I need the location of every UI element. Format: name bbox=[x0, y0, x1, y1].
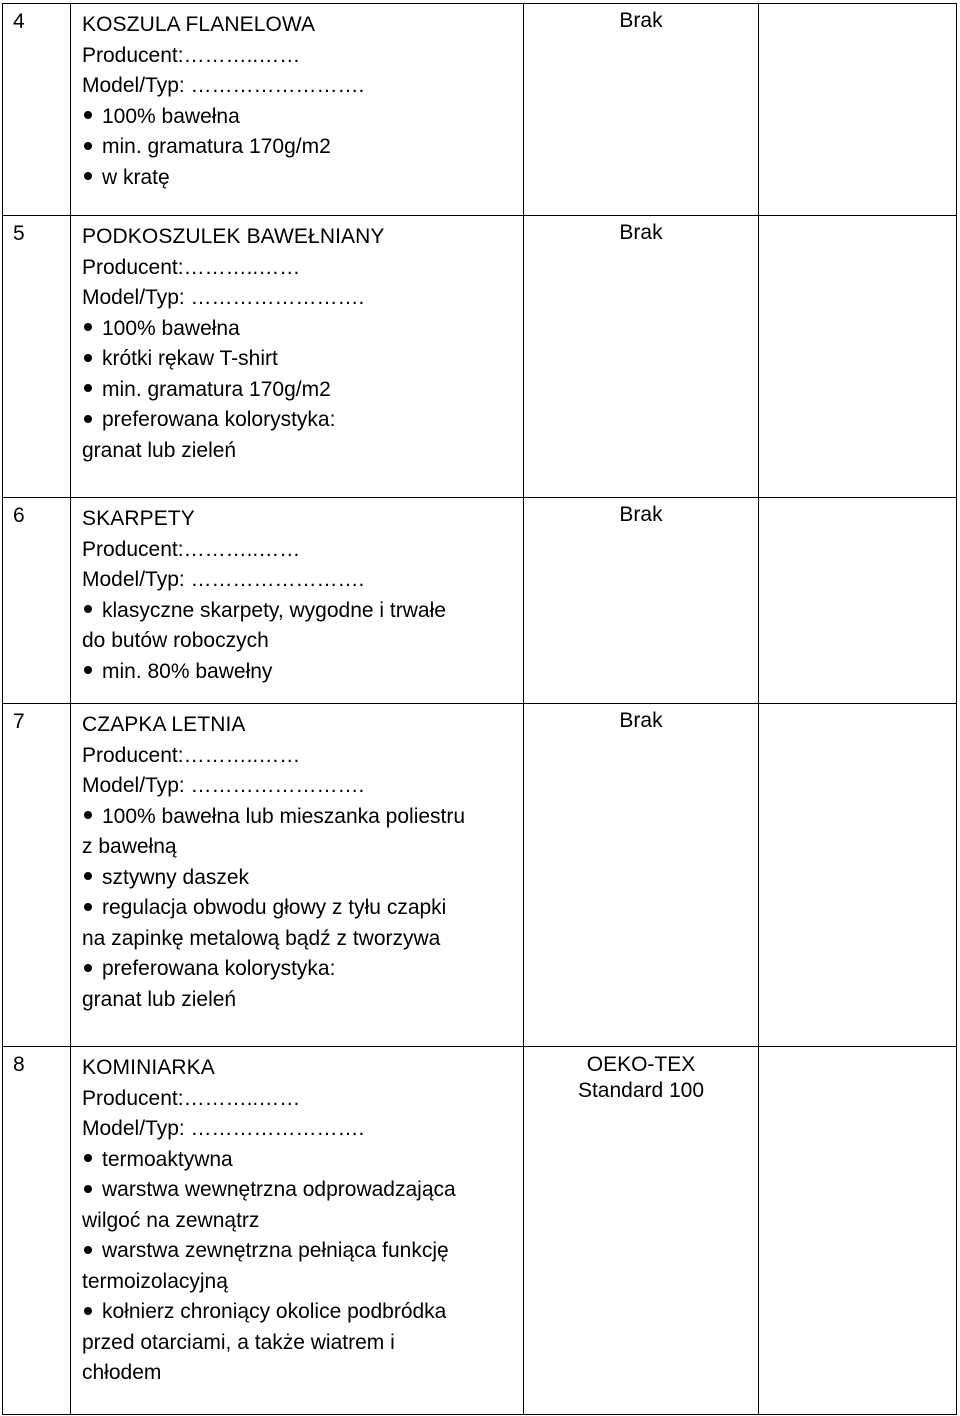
table-row bbox=[3, 216, 957, 498]
bullet-icon bbox=[84, 964, 92, 972]
spec-bullet bbox=[82, 863, 523, 894]
spec-bullet-text: 100% bawełna bbox=[102, 104, 240, 128]
spec-bullet bbox=[82, 802, 523, 833]
empty-input-cell[interactable] bbox=[759, 4, 957, 216]
spec-bullet bbox=[82, 132, 523, 163]
bullet-icon bbox=[84, 811, 92, 819]
bullet-icon bbox=[84, 354, 92, 362]
spec-bullet-text: kołnierz chroniący okolice podbródka bbox=[102, 1300, 447, 1323]
spec-bullet bbox=[82, 163, 523, 194]
model-type-field: Model/Typ: ……………………. bbox=[82, 568, 365, 591]
spec-bullet-continuation: granat lub zieleń bbox=[82, 438, 237, 462]
bullet-icon bbox=[84, 384, 92, 392]
spec-bullet bbox=[82, 375, 523, 406]
table-row bbox=[3, 1047, 957, 1415]
bullet-icon bbox=[84, 666, 92, 674]
producent-field: Producent:………..…… bbox=[82, 537, 301, 561]
item-number-cell bbox=[3, 216, 71, 498]
bullet-icon bbox=[84, 111, 92, 119]
spec-bullet-text: min. gramatura 170g/m2 bbox=[102, 377, 331, 401]
certificate-value: Brak bbox=[619, 503, 663, 526]
spec-bullet-text: regulacja obwodu głowy z tyłu czapki bbox=[102, 896, 447, 919]
spec-bullet-continuation: termoizolacyjną bbox=[82, 1269, 228, 1293]
bullet-icon bbox=[84, 872, 92, 880]
table-row bbox=[3, 704, 957, 1047]
item-description-cell bbox=[71, 216, 524, 498]
spec-bullet-text: preferowana kolorystyka: bbox=[102, 957, 336, 980]
producent-field: Producent:………..…… bbox=[82, 743, 301, 767]
empty-input-cell[interactable] bbox=[759, 1047, 957, 1415]
bullet-icon bbox=[84, 605, 92, 613]
certificate-cell bbox=[524, 1047, 759, 1415]
certificate-cell bbox=[524, 704, 759, 1047]
certificate-value: OEKO-TEX Standard 100 bbox=[577, 1053, 705, 1102]
item-number: 8 bbox=[13, 1053, 25, 1076]
spec-bullet bbox=[82, 1236, 523, 1267]
bullet-icon bbox=[84, 323, 92, 331]
certificate-cell bbox=[524, 4, 759, 216]
bullet-icon bbox=[84, 1185, 92, 1193]
spec-bullet bbox=[82, 344, 523, 375]
spec-bullet bbox=[82, 657, 523, 688]
item-number-cell bbox=[3, 704, 71, 1047]
certificate-value: Brak bbox=[619, 221, 663, 244]
producent-field: Producent:………..…… bbox=[82, 43, 301, 67]
spec-bullet-continuation: wilgoć na zewnątrz bbox=[82, 1208, 260, 1232]
spec-bullet-continuation: do butów roboczych bbox=[82, 629, 269, 652]
bullet-icon bbox=[84, 903, 92, 911]
bullet-icon bbox=[84, 1246, 92, 1254]
spec-bullet-text: 100% bawełna bbox=[102, 316, 240, 340]
spec-bullet-text: termoaktywna bbox=[102, 1147, 233, 1171]
model-type-field: Model/Typ: ……………………. bbox=[82, 74, 365, 97]
item-number: 7 bbox=[13, 710, 25, 733]
empty-input-cell[interactable] bbox=[759, 216, 957, 498]
spec-bullet-text: min. gramatura 170g/m2 bbox=[102, 135, 331, 158]
bullet-icon bbox=[84, 1154, 92, 1162]
spec-bullet-continuation: przed otarciami, a także wiatrem i chłodem bbox=[82, 1330, 395, 1384]
spec-bullet bbox=[82, 102, 523, 133]
model-type-field: Model/Typ: ……………………. bbox=[82, 286, 365, 309]
spec-bullet-text: min. 80% bawełny bbox=[102, 659, 273, 683]
item-title: KOMINIARKA bbox=[82, 1056, 215, 1079]
spec-bullet-text: w kratę bbox=[102, 165, 170, 189]
bullet-icon bbox=[84, 142, 92, 150]
item-number: 5 bbox=[13, 222, 25, 245]
specification-table bbox=[2, 3, 957, 1415]
item-title: SKARPETY bbox=[82, 507, 195, 530]
bullet-icon bbox=[84, 172, 92, 180]
spec-bullet bbox=[82, 1175, 523, 1206]
spec-bullet-text: 100% bawełna lub mieszanka poliestru bbox=[102, 804, 466, 828]
spec-bullet bbox=[82, 1297, 523, 1328]
item-title: PODKOSZULEK BAWEŁNIANY bbox=[82, 225, 385, 248]
spec-bullet bbox=[82, 314, 523, 345]
spec-bullet-text: krótki rękaw T-shirt bbox=[102, 347, 278, 370]
spec-bullet-text: klasyczne skarpety, wygodne i trwałe bbox=[102, 598, 446, 622]
item-description-cell bbox=[71, 1047, 524, 1415]
certificate-cell bbox=[524, 498, 759, 704]
item-number-cell bbox=[3, 498, 71, 704]
item-description-cell bbox=[71, 4, 524, 216]
spec-bullet bbox=[82, 405, 523, 436]
model-type-field: Model/Typ: ……………………. bbox=[82, 1117, 365, 1140]
producent-field: Producent:………..…… bbox=[82, 1086, 301, 1110]
empty-input-cell[interactable] bbox=[759, 498, 957, 704]
item-number: 6 bbox=[13, 504, 25, 527]
bullet-icon bbox=[84, 1307, 92, 1315]
spec-bullet-text: warstwa zewnętrzna pełniąca funkcję bbox=[102, 1239, 449, 1262]
item-description-cell bbox=[71, 498, 524, 704]
table-row bbox=[3, 498, 957, 704]
table-row bbox=[3, 4, 957, 216]
certificate-value: Brak bbox=[619, 9, 663, 32]
spec-bullet-continuation: na zapinkę metalową bądź z tworzywa bbox=[82, 926, 441, 950]
certificate-cell bbox=[524, 216, 759, 498]
item-description-cell bbox=[71, 704, 524, 1047]
spec-bullet bbox=[82, 1145, 523, 1176]
model-type-field: Model/Typ: ……………………. bbox=[82, 774, 365, 797]
spec-bullet-continuation: z bawełną bbox=[82, 835, 177, 858]
spec-bullet bbox=[82, 893, 523, 924]
spec-bullet bbox=[82, 596, 523, 627]
spec-bullet-continuation: granat lub zieleń bbox=[82, 987, 237, 1011]
item-title: KOSZULA FLANELOWA bbox=[82, 13, 316, 36]
item-number-cell bbox=[3, 1047, 71, 1415]
item-title: CZAPKA LETNIA bbox=[82, 713, 246, 736]
spec-bullet-text: warstwa wewnętrzna odprowadzająca bbox=[102, 1178, 456, 1201]
spec-bullet-text: sztywny daszek bbox=[102, 865, 250, 889]
bullet-icon bbox=[84, 415, 92, 423]
spec-bullet-text: preferowana kolorystyka: bbox=[102, 408, 336, 431]
spec-bullet bbox=[82, 954, 523, 985]
empty-input-cell[interactable] bbox=[759, 704, 957, 1047]
producent-field: Producent:………..…… bbox=[82, 255, 301, 279]
item-number-cell bbox=[3, 4, 71, 216]
item-number: 4 bbox=[13, 10, 25, 33]
certificate-value: Brak bbox=[619, 709, 663, 732]
